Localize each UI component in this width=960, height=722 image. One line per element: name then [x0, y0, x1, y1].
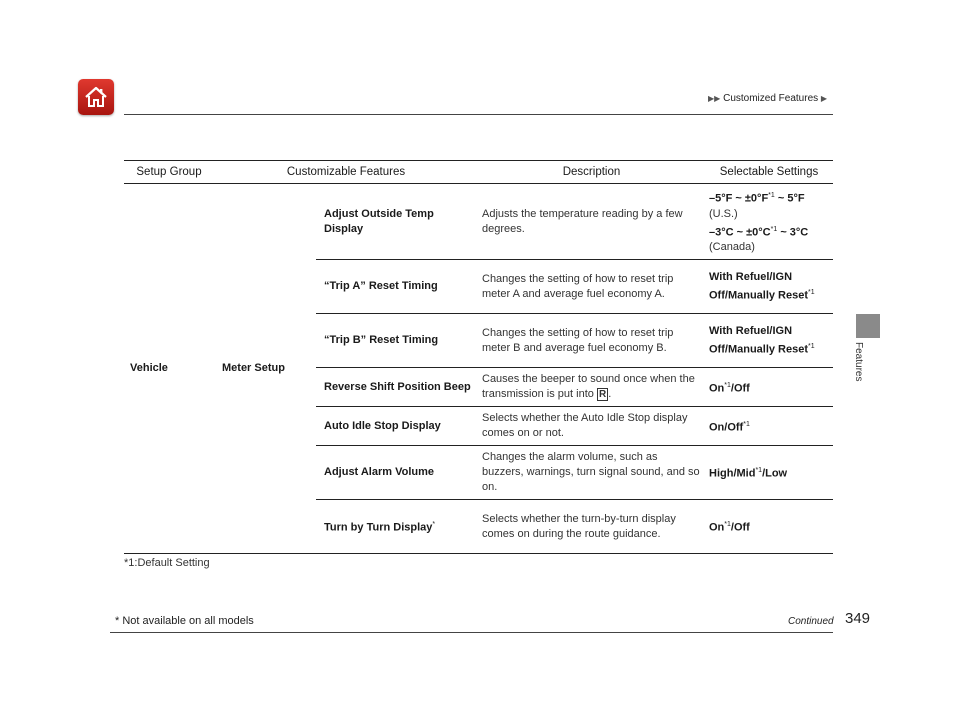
home-icon[interactable]	[78, 79, 114, 115]
column-header: Setup Group	[124, 161, 214, 184]
region-label: (Canada)	[709, 241, 755, 254]
customization-table	[124, 160, 833, 554]
feature-setting	[705, 260, 833, 314]
table-row	[124, 184, 833, 260]
setting-note: *1	[724, 521, 731, 529]
header-divider	[124, 114, 833, 115]
feature-setting: On$^{*1}$/Off	[705, 500, 833, 554]
feature-name: Turn by Turn Display*	[316, 500, 478, 554]
feature-description: Selects whether the Auto Idle Stop display comes on or not.	[478, 407, 705, 446]
reverse-gear-icon: R	[598, 389, 607, 401]
default-setting-footnote: *1:Default Setting	[124, 557, 210, 569]
feature-name: “Trip A” Reset Timing	[316, 260, 478, 314]
continued-label: Continued	[788, 616, 834, 627]
feature-setting: On/Off$^{*1}$	[705, 407, 833, 446]
setting-note: *1	[755, 467, 763, 475]
feature-description: Causes the beeper to sound once when the transmission is put into R .	[478, 368, 705, 407]
setting-note: *1	[724, 381, 731, 389]
breadcrumb[interactable]	[708, 93, 827, 104]
setting-value: –3°C ~ ±0°C	[709, 226, 771, 239]
feature-description: Changes the setting of how to reset trip meter A and average fuel economy A.	[478, 260, 705, 314]
feature-name: Adjust Outside Temp Display	[316, 184, 478, 260]
chevron-right-icon: ▶▶	[708, 94, 721, 103]
feature-name: “Trip B” Reset Timing	[316, 314, 478, 368]
column-header: Selectable Settings	[705, 161, 833, 184]
feature-setting	[705, 184, 833, 260]
feature-setting: On$^{*1}$/Off	[705, 368, 833, 407]
page-number: 349	[845, 610, 871, 627]
column-header: Customizable Features	[214, 161, 478, 184]
setup-subgroup: Meter Setup	[214, 184, 316, 554]
setting-value: –5°F ~ ±0°F	[709, 192, 769, 205]
setting-value: With Refuel/IGN Off/Manually Reset	[709, 324, 809, 356]
availability-note: * Not available on all models	[115, 615, 254, 627]
feature-description: Selects whether the turn-by-turn display comes on during the route guidance.	[478, 500, 705, 554]
setting-value: ~ 3°C	[780, 226, 809, 239]
table-header-row	[124, 161, 833, 184]
feature-description: Changes the alarm volume, such as buzzers, warnings, turn signal sound, and so on.	[478, 446, 705, 500]
feature-name: Reverse Shift Position Beep	[316, 368, 478, 407]
setup-group: Vehicle	[124, 184, 214, 554]
setting-value: With Refuel/IGN Off/Manually Reset	[709, 270, 809, 302]
setting-note: *1	[743, 420, 750, 428]
feature-setting	[705, 314, 833, 368]
column-header: Description	[478, 161, 705, 184]
section-tab[interactable]	[852, 342, 866, 402]
section-tab-label: Features	[853, 342, 864, 382]
feature-note: *	[432, 521, 436, 529]
footer-divider	[110, 632, 833, 633]
feature-setting: High/Mid$^{*1}$/Low	[705, 446, 833, 500]
setting-note: *1	[770, 225, 778, 233]
setting-note: *1	[808, 342, 815, 350]
feature-description: Adjusts the temperature reading by a few degrees.	[478, 184, 705, 260]
breadcrumb-label[interactable]: Customized Features	[723, 93, 819, 104]
setting-note: *1	[808, 288, 815, 296]
setting-note: *1	[768, 192, 775, 199]
setting-value: ~ 5°F	[777, 192, 805, 205]
feature-description: Changes the setting of how to reset trip meter B and average fuel economy B.	[478, 314, 705, 368]
feature-name: Auto Idle Stop Display	[316, 407, 478, 446]
chevron-right-icon: ▶	[820, 94, 828, 103]
region-label: (U.S.)	[709, 207, 738, 220]
section-tab-marker	[856, 314, 880, 338]
feature-name: Adjust Alarm Volume	[316, 446, 478, 500]
